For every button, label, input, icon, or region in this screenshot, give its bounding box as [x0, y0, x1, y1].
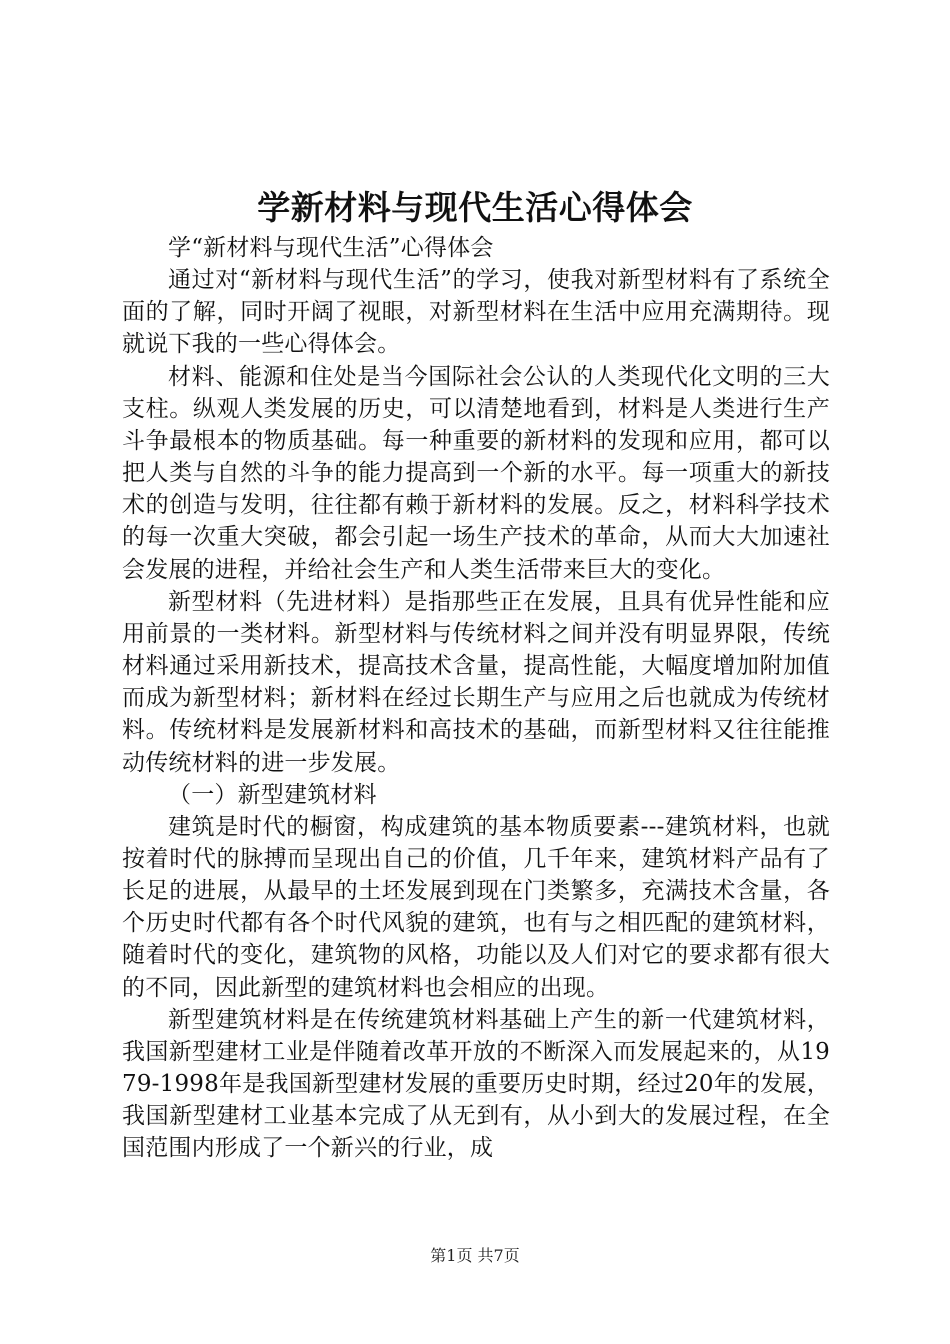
document-body — [122, 232, 830, 1165]
document-title: 学新材料与现代生活心得体会 — [257, 188, 693, 227]
paragraph-architecture: 建筑是时代的橱窗，构成建筑的基本物质要素---建筑材料，也就按着时代的脉搏而呈现出自己的价值，几千年来，建筑材料产品有了长足的进展，从最早的土坯发展到现在门类繁多，充满技术含量，各个历史时代都有各个时代风貌的建筑，也有与之相匹配的建筑材料，随着时代的变化，建筑物的风格，功能以及人们对它的要求都有很大的不同，因此新型的建筑材料也会相应的出现。 — [122, 813, 830, 1001]
paragraph-subtitle: 学“新材料与现代生活”心得体会 — [168, 235, 494, 261]
paragraph-materials-pillars: 材料、能源和住处是当今国际社会公认的人类现代化文明的三大支柱。纵观人类发展的历史，可以清楚地看到，材料是人类进行生产斗争最根本的物质基础。每一种重要的新材料的发现和应用，都可以把人类与自然的斗争的能力提高到一个新的水平。每一项重大的新技术的创造与发明，往往都有赖于新材料的发展。反之，材料科学技术的每一次重大突破，都会引起一场生产技术的革命，从而大大加速社会发展的进程，并给社会生产和人类生活带来巨大的变化。 — [122, 363, 830, 583]
section-heading-building-materials: （一）新型建筑材料 — [168, 781, 377, 808]
paragraph-new-materials-definition: 新型材料（先进材料）是指那些正在发展，且具有优异性能和应用前景的一类材料。新型材料与传统材料之间并没有明显界限，传统材料通过采用新技术，提高技术含量，提高性能，大幅度增加附加值而成为新型材料；新材料在经过长期生产与应用之后也就成为传统材料。传统材料是发展新材料和高技术的基础，而新型材料又往往能推动传统材料的进一步发展。 — [122, 588, 830, 776]
page-number-footer: 第1页 共7页 — [430, 1246, 520, 1265]
paragraph-new-building-materials: 新型建筑材料是在传统建筑材料基础上产生的新一代建筑材料，我国新型建材工业是伴随着改革开放的不断深入而发展起来的，从1979-1998年是我国新型建材发展的重要历史时期，经过20年的发展，我国新型建材工业基本完成了从无到有，从小到大的发展过程，在全国范围内形成了一个新兴的行业，成 — [122, 1006, 830, 1162]
paragraph-intro: 通过对“新材料与现代生活”的学习，使我对新型材料有了系统全面的了解，同时开阔了视眼，对新型材料在生活中应用充满期待。现就说下我的一些心得体会。 — [122, 267, 830, 358]
